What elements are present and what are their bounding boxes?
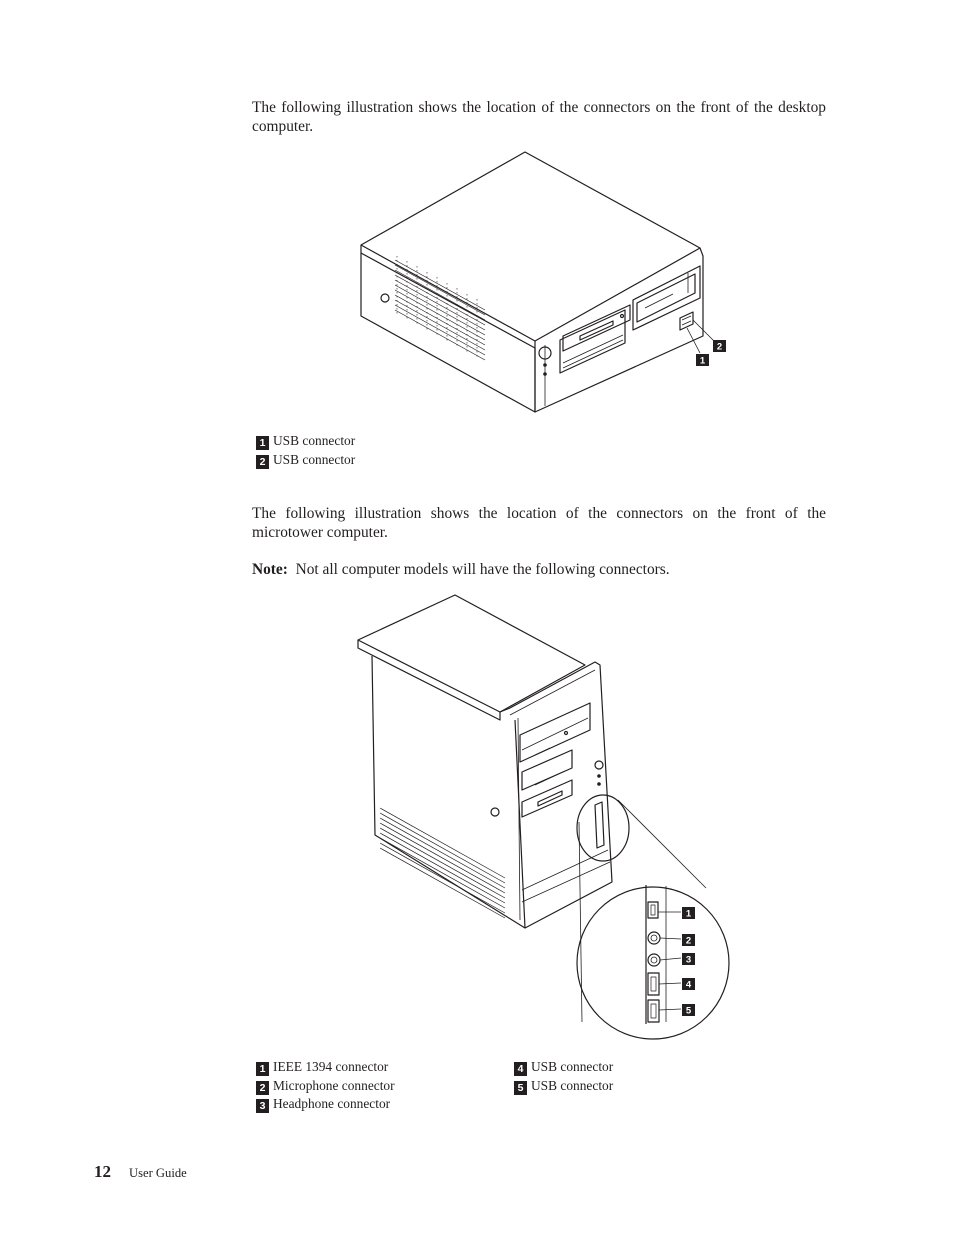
microtower-marker-1-label: 1: [685, 908, 692, 920]
microtower-marker-1: [682, 907, 695, 920]
callout-number: 3: [256, 1099, 269, 1113]
callout-label: IEEE 1394 connector: [273, 1059, 389, 1074]
microtower-marker-4-label: 4: [685, 979, 692, 991]
microtower-marker-2: [682, 934, 695, 947]
microtower-marker-3-label: 3: [685, 954, 692, 966]
callout-number: 2: [256, 1081, 269, 1095]
microtower-computer-illustration: [350, 590, 740, 1042]
desktop-marker-1-label: 1: [699, 355, 706, 367]
callout-number: 1: [256, 436, 269, 450]
callout-label: Headphone connector: [273, 1096, 391, 1111]
callout-number: 1: [256, 1062, 269, 1076]
callout-number: 2: [256, 455, 269, 469]
callout-label: USB connector: [273, 452, 356, 467]
note-paragraph: [252, 561, 826, 580]
callout-number: 5: [514, 1081, 527, 1095]
microtower-callout-2: [256, 1077, 395, 1096]
microtower-callout-1: [256, 1058, 388, 1077]
intro-microtower-paragraph: The following illustration shows the location of the connectors on the front of the microtower computer.: [252, 505, 826, 541]
microtower-callout-4: [514, 1058, 613, 1077]
callout-label: USB connector: [273, 433, 356, 448]
intro-desktop-paragraph: The following illustration shows the location of the connectors on the front of the desktop computer.: [252, 99, 826, 135]
microtower-marker-2-label: 2: [685, 935, 692, 947]
microtower-callout-3: [256, 1095, 390, 1114]
desktop-marker-2-label: 2: [716, 341, 723, 353]
microtower-marker-4: [682, 978, 695, 991]
microtower-marker-3: [682, 953, 695, 966]
desktop-callout-1: [256, 432, 355, 451]
microtower-marker-5-label: 5: [685, 1005, 692, 1017]
callout-label: Microphone connector: [273, 1078, 395, 1093]
microtower-callout-5: [514, 1077, 613, 1096]
page-number: 12: [94, 1162, 111, 1181]
desktop-callout-2: [256, 451, 355, 470]
note-label: Note:: [252, 561, 288, 578]
callout-label: USB connector: [531, 1078, 614, 1093]
note-text: Not all computer models will have the following connectors.: [295, 561, 670, 578]
microtower-marker-5: [682, 1004, 695, 1017]
callout-number: 4: [514, 1062, 527, 1076]
callout-label: USB connector: [531, 1059, 614, 1074]
desktop-computer-illustration: [355, 148, 735, 416]
footer-title: User Guide: [129, 1166, 187, 1180]
